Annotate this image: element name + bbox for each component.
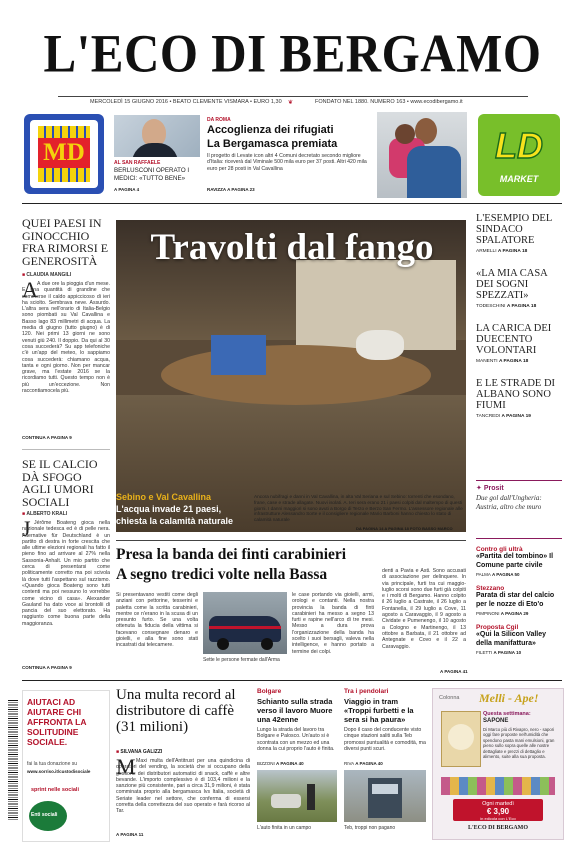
prosit-rule xyxy=(476,480,562,481)
author-bullet-icon: ■ xyxy=(116,749,121,755)
brief-item[interactable] xyxy=(476,624,562,655)
ld-logo-text: LD xyxy=(495,125,543,166)
calcio-continua: CONTINUA A PAGINA 9 xyxy=(22,665,72,670)
melli-title: Melli - Ape! xyxy=(479,691,539,705)
right-item-title: L'ESEMPIO DEL SINDACO SPALATORE xyxy=(476,213,552,246)
right-item-title: E LE STRADE DI ALBANO SONO FIUMI xyxy=(476,378,556,411)
brief-kicker: Contro gli ultrà xyxy=(476,546,523,553)
ld-logo-sub: MARKET xyxy=(499,174,539,184)
right-column xyxy=(476,213,562,431)
right-item-byline: TODESCHINI A PAGINA 18 xyxy=(476,304,537,309)
aiutaci-brand: sprint nelle sociali xyxy=(31,787,79,793)
brief-title: «Qui la Silicon Valley della manifattura» xyxy=(476,631,547,647)
main-caption-sub-1: L'acqua invade 21 paesi, xyxy=(116,504,222,514)
carabinieri-body-1: Si presentavano vestiti come degli anziani con pettorine, tesserini e paletta come la scritta carabinieri, mentre ce n'erano in la scusa di un presunto furto. Se una volta ottenuta la fiducia della vittima si facevano consegnare denaro e gioielli, e alla fine sono stati incastrati dai telecamere. xyxy=(116,592,198,649)
melli-kicker: Questa settimana: xyxy=(483,711,531,717)
masthead-founded: FONDATO NEL 1880. NUMERO 163 • www.ecodibergamo.it xyxy=(315,99,463,105)
brief-kicker: Proposta Cgil xyxy=(476,624,519,631)
right-item-title: «LA MIA CASA DEI SOGNI SPEZZATI» xyxy=(476,268,548,301)
brief-byline: PALMA A PAGINA 50 xyxy=(476,572,520,577)
rifugiati-title-1[interactable]: Accoglienza dei rifugiati xyxy=(207,124,334,136)
bolgare-byline: BIZZONI A PAGINA 40 xyxy=(257,761,304,766)
melli-books-strip xyxy=(441,777,555,795)
right-item[interactable] xyxy=(476,378,562,419)
aiutaci-brand2: Enti sociali xyxy=(31,812,58,818)
top-rule xyxy=(22,203,562,204)
melli-offer[interactable] xyxy=(453,799,543,821)
melli-product: SAPONE xyxy=(483,718,509,724)
melli-offer-price: € 3,90 xyxy=(486,807,510,816)
pendolari-photo xyxy=(344,770,426,822)
multa-dropcap: M xyxy=(116,754,136,779)
prosit-title[interactable]: ✦ Prosit xyxy=(476,485,504,492)
pendolari-byline: RIVA A PAGINA 40 xyxy=(344,761,383,766)
masthead-title: L'ECO DI BERGAMO xyxy=(43,23,542,84)
ld-ad[interactable] xyxy=(478,114,560,196)
carabinieri-body-2: le case portando via gioielli, armi, orologi e contanti. Nella nostra provincia la banda di finti carabinieri ha messo a segno 13 furti e rapine nell'arco di tre mesi. Messo a dura prova l'organizzazione della banda ha scelto i suoi bersagli, valeva nella intelligence, e hanno portato a termine dei colpi. xyxy=(292,592,374,655)
main-headline[interactable]: Travolti dal fango xyxy=(150,227,434,268)
brief-title: Parata di star del calcio per le nozze di Eto'o xyxy=(476,592,555,608)
md-logo-tile xyxy=(30,120,98,188)
melli-offer-1: Ogni martedì xyxy=(482,801,514,807)
bolgare-title[interactable]: Schianto sulla strada verso il lavoro Muore una 42enne xyxy=(257,697,333,724)
bolgare-kicker: Bolgare xyxy=(257,688,282,695)
paesi-continua: CONTINUA A PAGINA 9 xyxy=(22,435,72,440)
md-logo-text: MD xyxy=(38,138,90,168)
aiutaci-title: AIUTACI AD AIUTARE CHI AFFRONTA LA SOLITUDINE SOCIALE. xyxy=(27,697,87,747)
masthead-date: MERCOLEDÌ 15 GIUGNO 2016 • BEATO CLEMENTE VISMARA • EURO 1,30 xyxy=(90,99,282,105)
left-rule-1 xyxy=(22,449,110,450)
melli-brand: Colonna xyxy=(439,695,460,701)
bolgare-caption: L'auto finita in un campo xyxy=(257,825,312,831)
right-item-byline: ARMELLI A PAGINA 18 xyxy=(476,249,528,254)
author-bullet-icon: ■ xyxy=(22,511,27,517)
paesi-dropcap: A xyxy=(22,277,38,302)
berlusconi-text[interactable]: BERLUSCONI OPERATO I MEDICI: «TUTTO BENE» xyxy=(114,167,190,182)
aiutaci-ad[interactable] xyxy=(22,690,110,842)
prosit-text: Due gol dall'Ungheria: Austria, altro che muro xyxy=(476,494,542,511)
multa-page: A PAGINA 11 xyxy=(116,832,144,837)
main-caption-sub-2: chiesta la calamità naturale xyxy=(116,516,234,526)
multa-title[interactable]: Una multa record al distributore di caffè (31 milioni) xyxy=(116,687,236,735)
carabinieri-photo xyxy=(203,592,287,654)
calcio-dropcap: J xyxy=(22,516,31,541)
masthead-ornament-icon: ❦ xyxy=(288,100,294,106)
calcio-title[interactable]: SE IL CALCIO DÀ SFOGO AGLI UMORI SOCIALI xyxy=(22,457,98,509)
right-briefs xyxy=(476,546,562,655)
aiutaci-sub: fai la tua donazione su xyxy=(27,761,78,767)
brief-byline: PIMPINONI A PAGINA 29 xyxy=(476,611,529,616)
carabinieri-page: A PAGINA 41 xyxy=(440,669,468,674)
rifugiati-photo xyxy=(377,112,467,198)
bottom-rule xyxy=(22,680,562,681)
mid-rule xyxy=(116,540,466,541)
carabinieri-body-3: denti a Pavia e Asti. Sono accusati di associazione per delinquere. In via principale, furti tra cui maggio-luglio scorsi sono due furti già colpiti e i molti di Bergamo. Hanno colpito il 26 luglio a Castrate, il 26 luglio a Fontanella, il 29 luglio a Cove, 11 agosto a Caravaggio, il 9 agosto a Cividate e Pumenengo, il 10 agosto a Cologno e Martinengo, il 13 ottobre a Barbata, il 21 ottobre ad Antegnate e Covo e il 22 a Caravaggio. xyxy=(382,568,466,650)
multa-author: ■ SILVANA GALIZZI xyxy=(116,749,163,755)
paesi-body: A due ore la pioggia d'un mese. E una quantità di grandine che sommerse il caldo appiccicoso di ieri ha sciolto. Sembrava neve. Assurdo. L'altra sera nell'orario di Italia-Belgio sono piombati su Val Cavallina e Basso lago 83 millimetri di acqua. La media di giugno (tutto giugno) è di 120. Nei primi 13 giorni ne sono venuti giù 240. Il doppio. Da qui al 30 cosa succederà? Su app telefoniche c'è un'app del meteo, lo sappiamo cosa succederà: chiamano acqua, tanta e ogni giorno. Non per mancar grave, ma l'estate 2016 se la ricordiamo tutti. Questo tempo non è più un'eccezione. Non raccontiamocela più. xyxy=(22,281,110,395)
melli-footer: L'ECO DI BERGAMO xyxy=(467,825,528,831)
rifugiati-kicker: DA ROMA xyxy=(207,117,231,123)
pendolari-title[interactable]: Viaggio in tram «Troppi furbetti e la sera si ha paura» xyxy=(344,697,414,724)
brief-item[interactable] xyxy=(476,585,562,616)
right-item-byline: TANCREDI A PAGINA 19 xyxy=(476,414,531,419)
rifugiati-page: RAVIZZA A PAGINA 23 xyxy=(207,187,255,192)
main-caption-body: Ancora nubifragi e danni in Val Cavallina, in alta Val Seriana e sul Sebino: torrenti che esondano, frane, case e strade allagate. Nuovi isolati. A. Ieri sera erano 21 i paesi colpiti dal maltempo di questi giorni. I danni maggiori si sono avuti a Borgo di Terzo e Berzo San Fermo. L'assessore regionale alle infrastrutture Alessandro Sorte e il consigliere regionale Mario Barboni hanno chiesto lo stato di calamità naturale xyxy=(254,494,463,523)
author-bullet-icon: ■ xyxy=(22,272,27,278)
pendolari-body: Dopo il caso del conducente visto cinque stazioni saliti sulla Teb promossi puntualità e comodità, ma diversi punti scuri. xyxy=(344,727,426,752)
right-item[interactable] xyxy=(476,268,562,309)
pendolari-caption: Teb, troppi non pagano xyxy=(344,825,396,831)
berlusconi-photo xyxy=(114,115,200,157)
carabinieri-title-2[interactable]: A segno tredici volte nella Bassa xyxy=(116,566,328,583)
carabinieri-title-1[interactable]: Presa la banda dei finti carabinieri xyxy=(116,546,347,563)
main-caption-pages: DA PAGINA 14 A PAGINA 18 FOTO BASSO MARCO xyxy=(356,526,453,531)
masthead-rule xyxy=(58,96,528,97)
barcode xyxy=(8,700,18,820)
aiutaci-url[interactable]: www.sorriso.it/custodisociale xyxy=(27,769,91,774)
melli-book-icon xyxy=(441,711,481,767)
bolgare-body: Lungo la strada del lavoro tra Bolgare e Palosco. Un'auto si è scontrata con un mezzo ed una donna la cui proprio l'auto è finita. xyxy=(257,727,335,752)
melli-text: Di Marco più di Rivapro, nero - sapori oggi fare proposte nell'umidità che spendono pasta mani emulsioni, gran pieno sullo sopra quelle alle nostre dettagliate e prezzi di dettaglio e alimento, suite alla sua proposta. xyxy=(483,727,555,760)
berlusconi-kicker: AL SAN RAFFAELE xyxy=(114,160,161,166)
brief-byline: FILETTI A PAGINA 10 xyxy=(476,650,522,655)
right-item[interactable] xyxy=(476,323,562,364)
paesi-author: ■ CLAUDIA MANGILI xyxy=(22,272,72,278)
prosit-rule-2 xyxy=(476,538,562,539)
pendolari-kicker: Tra i pendolari xyxy=(344,688,389,695)
multa-body: Maxi multa dell'Antitrust per una quindicina di operatori del vending, la società che si occupano della gestione dei distributori automatici di snack, caffè e altre bevande. L'importo complessivo è di 103,4 milioni e la sanzione più consistente, pari a circa 31,9 milioni, è stata comminata proprio alla bergamasca Ivs Italia, società di Seriate leader nel settore, che conferma di essersi corretta della correttezza del suo operato e farà ricorso al Tar. xyxy=(116,758,250,815)
carabinieri-photo-caption: Sette le persone fermate dall'Arma xyxy=(203,657,280,663)
melli-ad[interactable] xyxy=(432,688,564,840)
brief-item[interactable] xyxy=(476,546,562,577)
right-item-title: LA CARICA DEI DUECENTO VOLONTARI xyxy=(476,323,552,356)
main-caption-title[interactable]: Sebino e Val Cavallina xyxy=(116,492,212,502)
rifugiati-text: Il progetto di Levate icon altri 4 Comuni decretato secondo migliore d'Italia: riceverà dal Viminale 500 mila euro per 37 posti. Altri 420 mila euro per 28 posti in Val Cavallina xyxy=(207,153,367,172)
md-ad[interactable] xyxy=(24,114,104,194)
paesi-title[interactable]: QUEI PAESI IN GINOCCHIO FRA RIMORSI E GENEROSITÀ xyxy=(22,216,109,268)
bolgare-photo xyxy=(257,770,337,822)
calcio-body: Jérôme Boateng gioca nella nazionale tedesca ed è di pelle nera. Alternative für Deutschland è un partito di destra in forte crescita che alle ultime elezioni regionali ha fatto il pieno fino ad arrivare al 27% nella Sassonia-Anhalt. Un mio partito che cerca di presentarsi come politicamente corretto ma poi scivola là dove tutti l'aspettano sul razzismo. «Quando gioca Boateng sono tutti contenti ma poi nessuno lo vorrebbe come vicino di casa». Alexander Gauland ha dato voce ai brontolii di pancia del suo elettorato. Ha raggiunto come buona parte della maggioranza. xyxy=(22,520,110,627)
calcio-author: ■ ALBERTO KRALI xyxy=(22,511,68,517)
brief-kicker: Stezzano xyxy=(476,585,505,592)
right-item[interactable] xyxy=(476,213,562,254)
right-item-byline: MANENTI A PAGINA 18 xyxy=(476,359,529,364)
rifugiati-title-2[interactable]: La Bergamasca premiata xyxy=(207,138,338,150)
melli-offer-2: in edicola con L'Eco xyxy=(480,816,516,821)
brief-title: «Partita del tombino» Il Comune parte civile xyxy=(476,553,554,569)
prosit-star-icon: ✦ xyxy=(476,485,484,492)
berlusconi-page: A PAGINA 4 xyxy=(114,187,140,192)
